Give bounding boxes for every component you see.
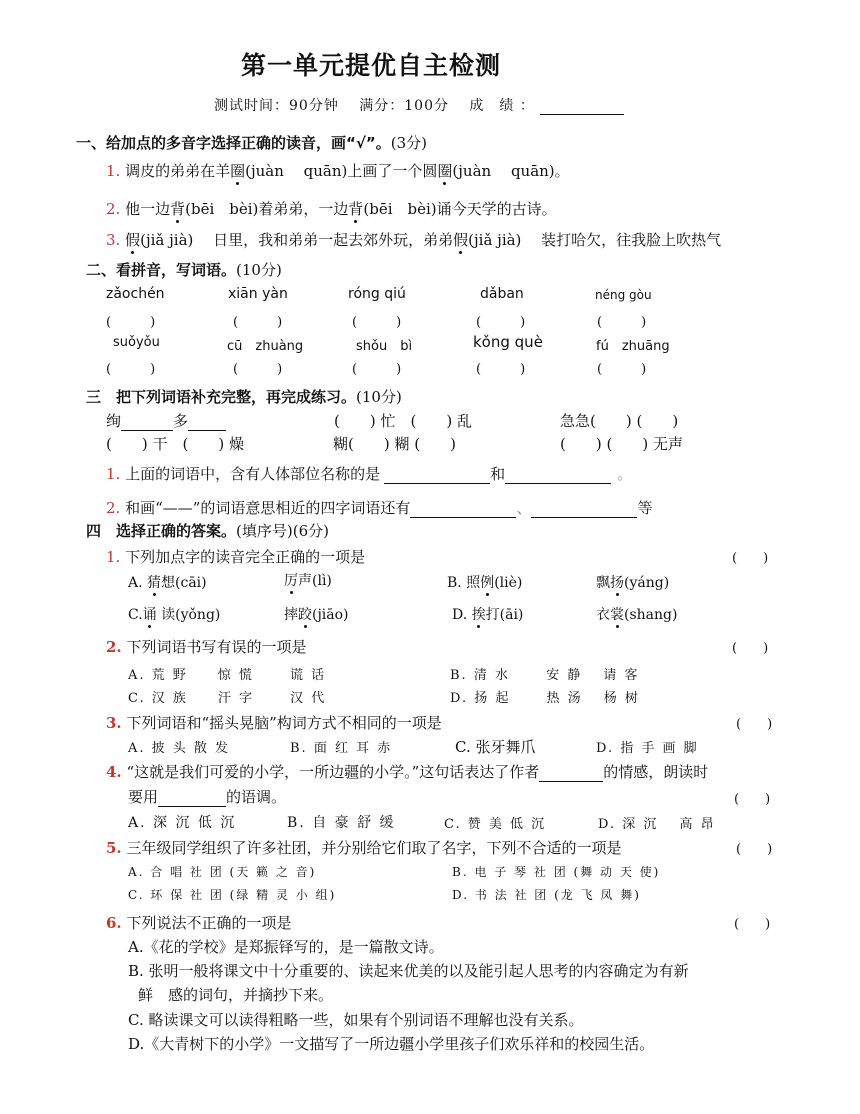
answer-blank[interactable] bbox=[531, 502, 637, 518]
pinyin-2: xiān yàn bbox=[228, 286, 288, 302]
section-4-title: 四 选择正确的答案。 bbox=[86, 522, 237, 540]
dotted-char: 诵 bbox=[142, 607, 157, 623]
answer-box-8[interactable]: ( ) bbox=[352, 362, 402, 377]
option-6a[interactable]: A.《花的学校》是郑振铎写的，是一篇散文诗。 bbox=[128, 938, 444, 956]
text: A. bbox=[128, 575, 148, 591]
answer-mark-5[interactable]: ( ) bbox=[736, 842, 773, 857]
option-3c[interactable]: C. 张牙舞爪 bbox=[455, 738, 536, 756]
text: (juàn quān)。 bbox=[452, 162, 570, 180]
answer-mark-2[interactable]: ( ) bbox=[732, 641, 769, 656]
dotted-char: 裳 bbox=[610, 607, 624, 623]
section-3-heading bbox=[86, 386, 402, 407]
answer-blank[interactable] bbox=[505, 468, 611, 484]
answer-box-10[interactable]: ( ) bbox=[597, 362, 647, 377]
text: 绚 bbox=[106, 412, 122, 430]
option-1b-2[interactable] bbox=[596, 572, 669, 592]
word-fill-2: ( ) 忙 ( ) 乱 bbox=[334, 412, 472, 430]
text: (bēi bèi)着弟弟，一边 bbox=[185, 200, 349, 218]
word-fill-4: ( ) 干 ( ) 燥 bbox=[106, 435, 244, 453]
option-3b[interactable]: B. 面 红 耳 赤 bbox=[290, 741, 393, 756]
answer-mark-1[interactable]: ( ) bbox=[732, 551, 769, 566]
question-number: 5. bbox=[106, 839, 122, 857]
dotted-char: 圈 bbox=[437, 162, 453, 180]
text: 的情感，朗读时 bbox=[603, 763, 709, 781]
s4-question-4-line-2 bbox=[128, 786, 286, 807]
option-4a[interactable]: A. 深 沉 低 沉 bbox=[128, 815, 237, 831]
text: 调皮的弟弟在羊 bbox=[125, 162, 231, 180]
answer-box-5[interactable]: ( ) bbox=[597, 315, 647, 330]
text: 的语调。 bbox=[226, 788, 287, 806]
page-title: 第一单元提优自主检测 bbox=[241, 51, 502, 80]
option-2a[interactable]: A. 荒 野 惊 慌 谎 话 bbox=[128, 668, 327, 683]
answer-box-4[interactable]: ( ) bbox=[476, 315, 526, 330]
text: C. bbox=[128, 607, 143, 623]
option-6b-line-2: 鲜 感的词句，并摘抄下来。 bbox=[138, 986, 334, 1004]
text: B. 照 bbox=[447, 575, 481, 591]
option-1d-2[interactable] bbox=[596, 604, 677, 624]
s4-question-4 bbox=[106, 761, 708, 782]
text: (jiǎ jià) 日里，我和弟弟一起去郊外玩，弟弟 bbox=[140, 231, 454, 249]
text: 下列加点字的读音完全正确的一项是 bbox=[125, 548, 366, 566]
s1-question-2 bbox=[106, 198, 557, 219]
fill-blank[interactable] bbox=[121, 415, 173, 431]
text: 下列说法不正确的一项是 bbox=[126, 914, 292, 932]
question-number: 1. bbox=[106, 162, 121, 180]
text: 和 bbox=[490, 465, 506, 483]
text: (shang) bbox=[624, 607, 678, 623]
question-number: 2. bbox=[106, 638, 122, 656]
text: 打(āi) bbox=[485, 607, 524, 623]
exam-meta bbox=[214, 95, 624, 115]
text: 衣 bbox=[596, 607, 610, 623]
s4-question-6 bbox=[106, 912, 291, 933]
text: 要用 bbox=[128, 788, 159, 806]
option-3d[interactable]: D. 指 手 画 脚 bbox=[596, 741, 699, 756]
option-2d[interactable]: D. 扬 起 热 汤 杨 树 bbox=[450, 691, 640, 706]
text: D. bbox=[452, 607, 472, 623]
text: (bēi bèi)诵今天学的古诗。 bbox=[363, 200, 557, 218]
question-number: 2. bbox=[106, 200, 121, 218]
pinyin-8: shǒu bì bbox=[356, 339, 413, 354]
text: 、 bbox=[516, 499, 532, 517]
dotted-char: 假 bbox=[125, 231, 141, 249]
section-4-points: (填序号)(6分) bbox=[236, 522, 329, 540]
word-fill-5: 糊( ) 糊 ( ) bbox=[333, 435, 456, 453]
option-5a[interactable]: A. 合 唱 社 团 (天 籁 之 音) bbox=[128, 865, 317, 879]
answer-mark-6[interactable]: ( ) bbox=[734, 917, 771, 932]
pinyin-6: suǒyǒu bbox=[113, 335, 160, 350]
option-1c[interactable] bbox=[128, 604, 220, 624]
text: 多 bbox=[173, 412, 189, 430]
section-2-title: 二、看拼音，写词语。 bbox=[86, 261, 237, 279]
s4-question-1 bbox=[106, 546, 365, 567]
text: (jiǎ jià) 装打哈欠，往我脸上吹热气 bbox=[468, 231, 722, 249]
answer-box-1[interactable]: ( ) bbox=[106, 315, 156, 330]
text: 和画“——”的词语意思相近的四字词语还有 bbox=[125, 499, 411, 517]
s3-question-2 bbox=[106, 497, 652, 518]
question-number: 3. bbox=[106, 714, 122, 732]
text: (yáng) bbox=[624, 575, 670, 591]
question-number: 4. bbox=[106, 763, 122, 781]
pinyin-5: néng gòu bbox=[595, 288, 652, 302]
option-3a[interactable]: A. 披 头 散 发 bbox=[128, 741, 231, 756]
question-number: 1. bbox=[106, 548, 121, 566]
option-6b[interactable]: B. 张明一般将课文中十分重要的、读起来优美的以及能引起人思考的内容确定为有新 bbox=[128, 962, 689, 980]
s1-question-1 bbox=[106, 160, 570, 181]
dotted-char: 圈 bbox=[230, 162, 246, 180]
pinyin-9: kǒng què bbox=[473, 333, 543, 351]
dotted-char: 扬 bbox=[610, 575, 624, 591]
question-number: 6. bbox=[106, 914, 122, 932]
answer-blank[interactable] bbox=[384, 468, 490, 484]
dotted-char: 厉 bbox=[284, 573, 298, 589]
answer-box-6[interactable]: ( ) bbox=[106, 362, 156, 377]
answer-box-2[interactable]: ( ) bbox=[233, 315, 283, 330]
s3-question-1 bbox=[106, 463, 632, 484]
text: 下列词语和“摇头晃脑”构词方式不相同的一项是 bbox=[126, 714, 442, 732]
answer-box-9[interactable]: ( ) bbox=[476, 362, 526, 377]
s4-question-3 bbox=[106, 712, 442, 733]
option-1b[interactable] bbox=[447, 572, 522, 592]
dotted-char: 猜 bbox=[147, 575, 162, 591]
dotted-char: 挨 bbox=[471, 607, 486, 623]
text: 上面的词语中，含有人体部位名称的是 bbox=[125, 465, 381, 483]
option-6c[interactable]: C. 略读课文可以读得粗略一些，如果有个别词语不理解也没有关系。 bbox=[128, 1011, 584, 1029]
text: 飘 bbox=[596, 575, 610, 591]
score-blank[interactable] bbox=[540, 100, 624, 115]
text: 。 bbox=[617, 465, 633, 483]
option-6d[interactable]: D.《大青树下的小学》一文描写了一所边疆小学里孩子们欢乐祥和的校园生活。 bbox=[128, 1035, 655, 1053]
section-2-points: (10分) bbox=[236, 261, 282, 279]
dotted-char: 跤 bbox=[298, 607, 312, 623]
s4-question-2 bbox=[106, 636, 306, 657]
question-number: 3. bbox=[106, 231, 121, 249]
answer-blank[interactable] bbox=[410, 502, 516, 518]
option-4b[interactable]: B. 自 豪 舒 缓 bbox=[287, 815, 396, 831]
dotted-char: 假 bbox=[453, 231, 469, 249]
text: 他一边 bbox=[125, 200, 171, 218]
text: 下列词语书写有误的一项是 bbox=[126, 638, 307, 656]
dotted-char: 例 bbox=[480, 575, 495, 591]
section-3-points: (10分) bbox=[356, 388, 402, 406]
word-fill-6: ( ) ( ) 无声 bbox=[560, 435, 683, 453]
answer-mark-4[interactable]: ( ) bbox=[734, 792, 771, 807]
answer-blank[interactable] bbox=[158, 791, 226, 807]
text: 等 bbox=[637, 499, 653, 517]
text: 摔 bbox=[284, 607, 298, 623]
section-4-heading bbox=[86, 520, 329, 541]
fill-blank[interactable] bbox=[188, 415, 226, 431]
dotted-char: 背 bbox=[170, 200, 186, 218]
pinyin-4: dǎban bbox=[480, 286, 524, 302]
pinyin-1: zǎochén bbox=[106, 286, 165, 302]
pinyin-3: róng qiú bbox=[348, 286, 406, 302]
option-1d[interactable] bbox=[452, 604, 523, 624]
s4-question-5 bbox=[106, 837, 621, 858]
question-number: 1. bbox=[106, 465, 121, 483]
word-fill-1 bbox=[106, 410, 226, 431]
text: (liè) bbox=[494, 575, 523, 591]
option-4c[interactable]: C. 赞 美 低 沉 bbox=[444, 817, 547, 832]
text: 声(lì) bbox=[298, 573, 332, 589]
option-5c[interactable]: C. 环 保 社 团 (绿 精 灵 小 组) bbox=[128, 888, 337, 902]
word-fill-3: 急急( ) ( ) bbox=[560, 412, 679, 430]
answer-box-7[interactable]: ( ) bbox=[233, 362, 283, 377]
answer-blank[interactable] bbox=[539, 766, 603, 782]
option-5b[interactable]: B. 电 子 琴 社 团 (舞 动 天 使) bbox=[452, 865, 661, 879]
text: (juàn quān)上画了一个圆 bbox=[245, 162, 438, 180]
text: 三年级同学组织了许多社团，并分别给它们取了名字，下列不合适的一项是 bbox=[126, 839, 622, 857]
pinyin-7: cū zhuàng bbox=[227, 339, 304, 354]
dotted-char: 背 bbox=[348, 200, 364, 218]
section-1-title: 一、给加点的多音字选择正确的读音，画“√”。 bbox=[76, 134, 391, 152]
text: 读(yǒng) bbox=[156, 607, 221, 623]
text: (jiāo) bbox=[312, 607, 349, 623]
answer-box-3[interactable]: ( ) bbox=[352, 315, 402, 330]
exam-meta-text: 测试时间：90分钟 满分：100分 成 绩 ： bbox=[214, 98, 535, 114]
option-2c[interactable]: C. 汉 族 汗 字 汉 代 bbox=[128, 691, 327, 706]
answer-mark-3[interactable]: ( ) bbox=[736, 717, 773, 732]
section-1-points: (3分) bbox=[390, 134, 427, 152]
s1-question-3 bbox=[106, 229, 721, 250]
text: 想(cāi) bbox=[161, 575, 207, 591]
section-2-heading bbox=[86, 259, 282, 280]
section-1-heading bbox=[76, 132, 427, 153]
option-1a[interactable] bbox=[128, 572, 207, 592]
option-4d[interactable]: D. 深 沉 高 昂 bbox=[598, 817, 716, 832]
option-2b[interactable]: B. 清 水 安 静 请 客 bbox=[450, 668, 640, 683]
option-1a-2[interactable] bbox=[284, 570, 332, 590]
option-1c-2[interactable] bbox=[284, 604, 349, 624]
question-number: 2. bbox=[106, 499, 121, 517]
text: “这就是我们可爱的小学，一所边疆的小学。”这句话表达了作者 bbox=[126, 763, 540, 781]
option-5d[interactable]: D. 书 法 社 团 (龙 飞 凤 舞) bbox=[452, 888, 641, 902]
section-3-title: 三 把下列词语补充完整，再完成练习。 bbox=[86, 388, 357, 406]
pinyin-10: fú zhuāng bbox=[596, 339, 670, 354]
